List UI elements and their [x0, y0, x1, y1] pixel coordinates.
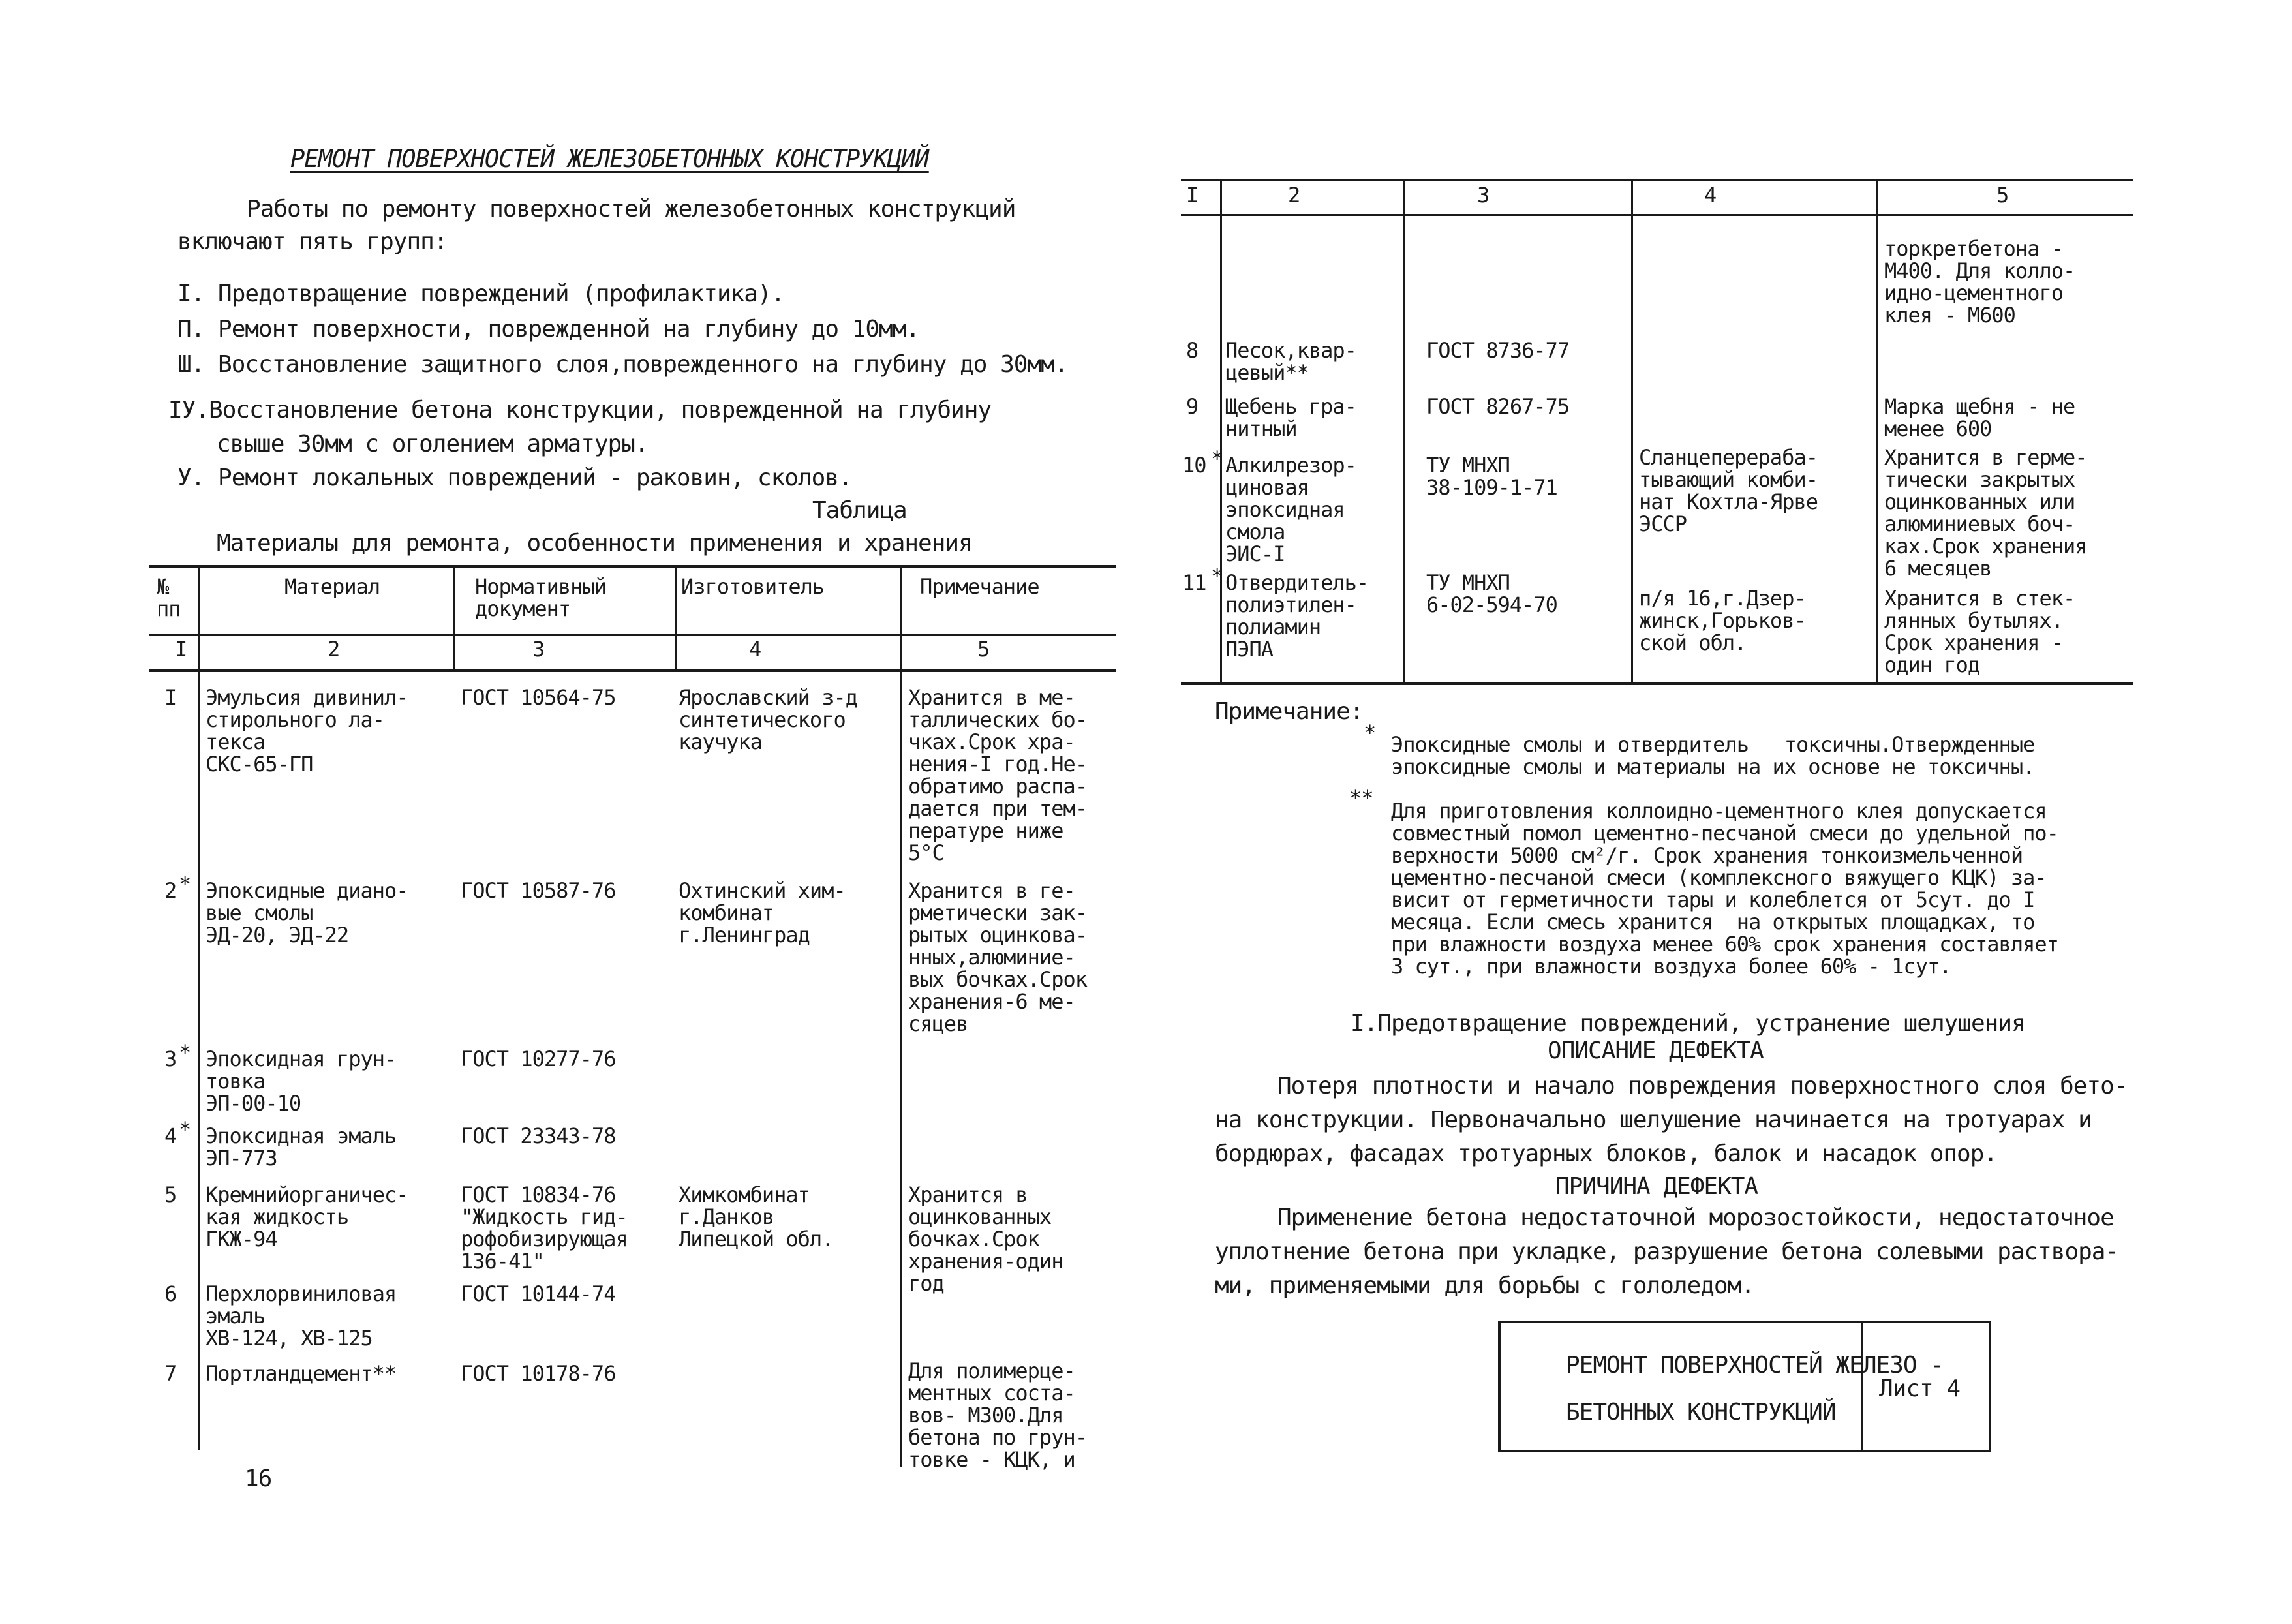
row-note: Хранится в оцинкованных бочках.Срок хранения-один год	[908, 1182, 1063, 1296]
group-item: I. Предотвращение повреждений (профилактика).	[177, 281, 785, 307]
title-block-text: БЕТОННЫХ КОНСТРУКЦИЙ	[1566, 1399, 1836, 1426]
intro-line: Работы по ремонту поверхностей железобетонных конструкций	[247, 196, 1016, 222]
table-label: Таблица	[812, 497, 907, 524]
table-column-rule	[900, 566, 902, 1467]
row-maker: п/я 16,г.Дзер- жинск,Горьков- ской обл.	[1639, 586, 1806, 655]
table-column-rule	[675, 566, 677, 671]
group-item: У. Ремонт локальных повреждений - раковин, сколов.	[177, 465, 852, 491]
header-number: № пп	[157, 574, 181, 621]
table-caption: Материалы для ремонта, особенности применения и хранения	[217, 530, 972, 557]
note-text: Эпоксидные смолы и отвердитель токсичны.Отвержденные эпоксидные смолы и материалы на их основе не токсичны.	[1391, 732, 2035, 779]
row-number: 4	[164, 1124, 177, 1148]
row-material: Отвердитель- полиэтилен- полиамин ПЭПА	[1225, 570, 1369, 662]
row-star: *	[1211, 446, 1223, 471]
header-document: Нормативный документ	[475, 574, 606, 621]
row-number: 11	[1182, 570, 1206, 595]
group-item: IУ.Восстановление бетона конструкции, поврежденной на глубину	[168, 397, 992, 423]
row-number: 10	[1182, 453, 1206, 478]
row-material: Кремнийорганичес- кая жидкость ГКЖ-94	[206, 1182, 408, 1251]
table-column-rule	[198, 566, 200, 1450]
header-note: Примечание	[920, 574, 1039, 599]
row-material: Щебень гра- нитный	[1225, 394, 1356, 441]
row-document: ГОСТ 10144-74	[461, 1281, 616, 1306]
row-maker: Сланцеперераба- тывающий комби- нат Кохтла-Ярве ЭССР	[1639, 445, 1818, 536]
table-column-rule	[453, 566, 455, 671]
column-number: 2	[1288, 183, 1300, 207]
row-number: 5	[164, 1182, 177, 1207]
row-star: *	[179, 1040, 191, 1065]
row-material: Эпоксидная эмаль ЭП-773	[206, 1124, 397, 1171]
column-number: 3	[1477, 183, 1490, 207]
row-maker: Охтинский хим- комбинат г.Ленинград	[679, 878, 846, 947]
row-number: 6	[164, 1281, 177, 1306]
row-material: Перхлорвиниловая эмаль ХВ-124, ХВ-125	[206, 1281, 397, 1351]
row-document: ГОСТ 8736-77	[1426, 338, 1570, 363]
intro-line: включают пять групп:	[177, 228, 448, 255]
row-number: 8	[1186, 338, 1199, 363]
row-document: ТУ МНХП 6-02-594-70	[1426, 570, 1557, 617]
column-number: 5	[1996, 183, 2009, 207]
defect-line: на конструкции. Первоначально шелушение начинается на тротуарах и	[1215, 1107, 2092, 1133]
table-column-rule	[1403, 180, 1405, 684]
row-document: ГОСТ 23343-78	[461, 1124, 616, 1148]
row-document: ГОСТ 10277-76	[461, 1047, 616, 1071]
group-item: свыше 30мм с оголением арматуры.	[217, 431, 649, 457]
row-note: Марка щебня - не менее 600	[1884, 394, 2075, 441]
table-column-rule	[1220, 180, 1222, 684]
row-document: ГОСТ 10178-76	[461, 1361, 616, 1386]
row-number: 7	[164, 1361, 177, 1386]
group-item: Ш. Восстановление защитного слоя,поврежденного на глубину до 30мм.	[177, 351, 1068, 378]
defect-heading: ОПИСАНИЕ ДЕФЕКТА	[1548, 1037, 1764, 1064]
row-note: Хранится в стек- лянных бутылях. Срок хранения - один год	[1884, 586, 2075, 677]
row-star: *	[179, 872, 191, 896]
row-document: ГОСТ 10564-75	[461, 685, 616, 710]
row-number: I	[164, 685, 177, 710]
header-material: Материал	[284, 574, 380, 599]
row-note: Для полимерце- ментных соста- вов- М300.Для бетона по грун- товке - КЦК, и	[908, 1358, 1087, 1472]
cause-line: уплотнение бетона при укладке, разрушение бетона солевыми раствора-	[1215, 1238, 2119, 1265]
cause-heading: ПРИЧИНА ДЕФЕКТА	[1555, 1173, 1758, 1200]
row-maker: Ярославский з-д синтетического каучука	[679, 685, 857, 754]
sheet-number: Лист 4	[1879, 1375, 1961, 1402]
row-material: Эмульсия дивинил- стирольного ла- текса СКС-65-ГП	[206, 685, 408, 776]
note-text: Для приготовления коллоидно-цементного клея допускается совместный помол цементно-песчаной смеси до удельной по- верхности 5000 см²/г. Срок хранения тонкоизмельченной цементно-песчаной смеси (комплексного вяжущего КЦК) за- висит от герметичности тары и колеблется от 5сут. до I месяца. Если смесь хранится на открытых площадках, то при влажности воздуха менее 60% срок хранения составляет 3 сут., при влажности воздуха более 60% - 1сут.	[1391, 799, 2058, 979]
table-rule	[1181, 179, 2133, 181]
column-number: 5	[977, 637, 990, 662]
column-number: I	[1186, 183, 1199, 207]
table-rule	[149, 565, 1116, 568]
section-title: I.Предотвращение повреждений, устранение шелушения	[1351, 1010, 2025, 1037]
row-material: Портландцемент**	[206, 1361, 397, 1386]
row-maker: Химкомбинат г.Данков Липецкой обл.	[679, 1182, 834, 1251]
table-rule	[149, 634, 1116, 636]
row-number: 3	[164, 1047, 177, 1071]
cause-line: ми, применяемыми для борьбы с гололедом.	[1215, 1272, 1754, 1299]
column-number: I	[175, 637, 187, 662]
column-number: 3	[532, 637, 545, 662]
row-note: Хранится в ге- рметически зак- рытых оцинкова- нных,алюминие- вых бочках.Срок хранения-6 ме- сяцев	[908, 878, 1087, 1036]
table-rule	[1181, 214, 2133, 216]
column-number: 4	[749, 637, 761, 662]
table-column-rule	[1631, 180, 1633, 684]
note-star: *	[1364, 720, 1376, 745]
row-note: торкретбетона - М400. Для колло- идно-цементного клея - М600	[1884, 236, 2075, 328]
row-material: Песок,квар- цевый**	[1225, 338, 1356, 385]
note-label: Примечание:	[1215, 698, 1364, 725]
row-document: ТУ МНХП 38-109-1-71	[1426, 453, 1557, 500]
row-note: Хранится в ме- таллических бо- чках.Срок хра- нения-I год.Не- обратимо распа- дается при тем- пературе ниже 5°С	[908, 685, 1087, 865]
group-item: П. Ремонт поверхности, поврежденной на глубину до 10мм.	[177, 316, 920, 343]
row-star: *	[1211, 564, 1223, 589]
title-block-divider	[1861, 1323, 1863, 1451]
row-number: 9	[1186, 394, 1199, 419]
row-material: Эпоксидные диано- вые смолы ЭД-20, ЭД-22	[206, 878, 408, 947]
row-document: ГОСТ 10587-76	[461, 878, 616, 903]
table-rule	[149, 669, 1116, 672]
column-number: 2	[328, 637, 340, 662]
row-document: ГОСТ 10834-76 "Жидкость гид- рофобизирующая 136-41"	[461, 1182, 628, 1274]
row-number: 2	[164, 878, 177, 903]
row-material: Эпоксидная грун- товка ЭП-00-10	[206, 1047, 397, 1116]
defect-line: Потеря плотности и начало повреждения поверхностного слоя бето-	[1277, 1073, 2128, 1099]
title-block-text: РЕМОНТ ПОВЕРХНОСТЕЙ ЖЕЛЕЗО -	[1566, 1352, 1944, 1379]
row-star: *	[179, 1117, 191, 1142]
column-number: 4	[1704, 183, 1717, 207]
note-star: **	[1349, 786, 1373, 810]
title-block	[1498, 1321, 1991, 1452]
row-document: ГОСТ 8267-75	[1426, 394, 1570, 419]
cause-line: Применение бетона недостаточной морозостойкости, недостаточное	[1277, 1204, 2114, 1231]
table-rule	[1181, 682, 2133, 685]
row-note: Хранится в герме- тически закрытых оцинкованных или алюминиевых боч- ках.Срок хранения 6 месяцев	[1884, 445, 2087, 581]
header-maker: Изготовитель	[681, 574, 825, 599]
page-title: РЕМОНТ ПОВЕРХНОСТЕЙ ЖЕЛЕЗОБЕТОННЫХ КОНСТРУКЦИЙ	[290, 145, 929, 173]
row-material: Алкилрезор- циновая эпоксидная смола ЭИС-I	[1225, 453, 1356, 566]
table-column-rule	[1876, 180, 1878, 684]
page-number: 16	[245, 1465, 272, 1492]
defect-line: бордюрах, фасадах тротуарных блоков, балок и насадок опор.	[1215, 1141, 1998, 1167]
